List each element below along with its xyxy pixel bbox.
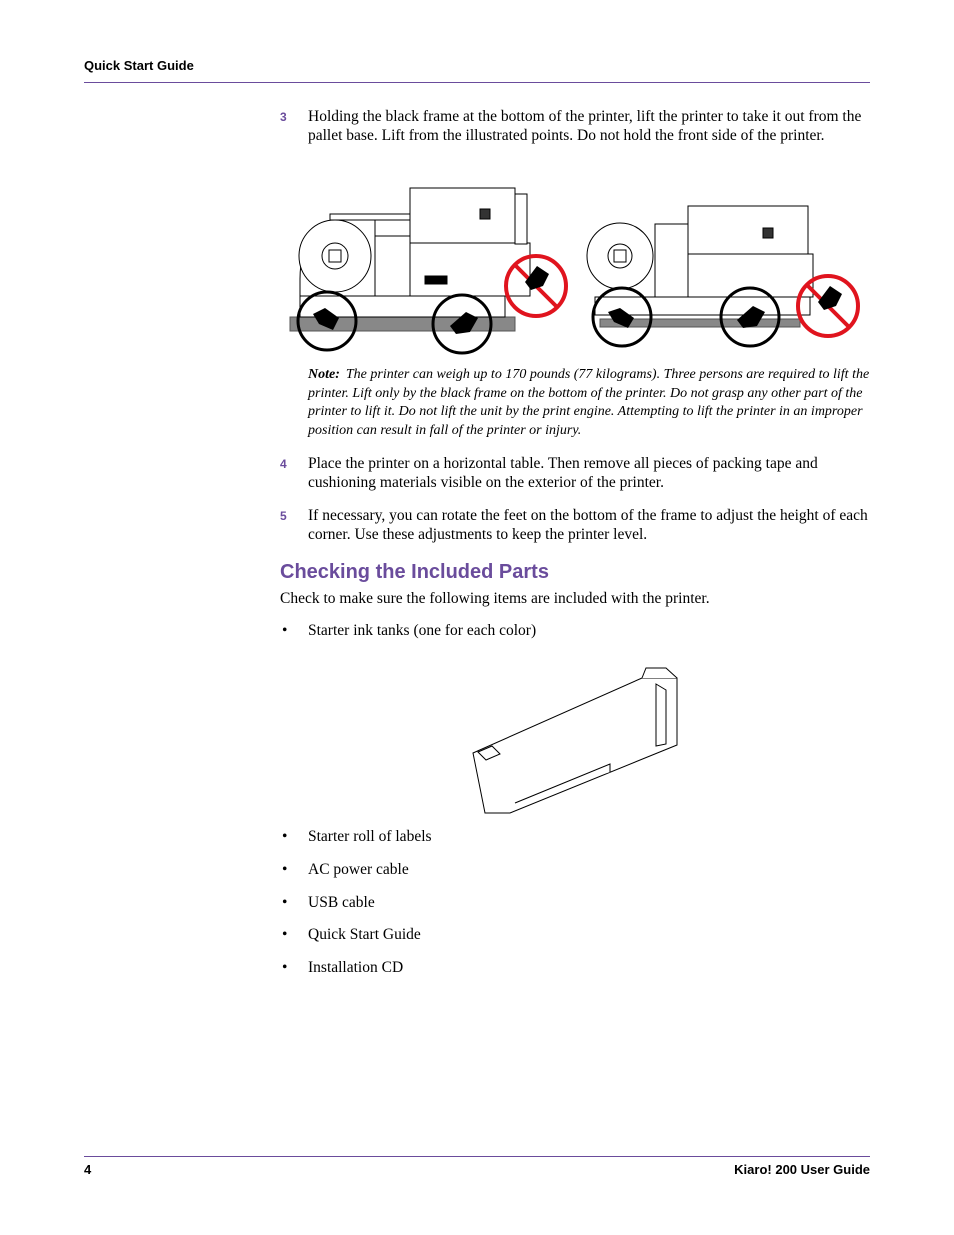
lift-printer-illustration	[285, 184, 870, 356]
note-text: The printer can weigh up to 170 pounds (77 kilograms). Three persons are required to lift the printer. Lift only by the black frame on the bottom of the printer. Do not grasp any other part of the printer to lift it. Do not lift the unit by the print engine. Attempting to lift the printer in an improper position can result in fall of the printer or injury.	[308, 367, 870, 438]
section-intro: Check to make sure the following items are included with the printer.	[280, 590, 710, 607]
ink-tank-illustration	[470, 664, 682, 816]
step-text: Holding the black frame at the bottom of the printer, lift the printer to take it out from the pallet base. Lift from the illustrated points. Do not hold the front side of the printer.	[308, 108, 862, 144]
footer-doc-title: Kiaro! 200 User Guide	[734, 1162, 870, 1177]
footer-rule	[84, 1156, 870, 1157]
list-item-text: Quick Start Guide	[308, 926, 421, 943]
list-item-text: Starter ink tanks (one for each color)	[308, 622, 537, 639]
list-item-text: AC power cable	[308, 861, 409, 878]
list-item-text: USB cable	[308, 894, 375, 911]
list-item-text: Installation CD	[308, 959, 404, 976]
step-5	[280, 506, 870, 546]
step-4	[280, 454, 870, 494]
warning-note	[308, 366, 870, 440]
bullet-mark: •	[282, 622, 288, 639]
step-number: 3	[280, 110, 287, 124]
bullet-mark: •	[282, 926, 288, 943]
step-number: 5	[280, 509, 287, 523]
note-label: Note:	[308, 367, 340, 382]
step-text: Place the printer on a horizontal table. Then remove all pieces of packing tape and cushioning materials visible on the exterior of the printer.	[308, 455, 818, 491]
step-3	[280, 107, 870, 167]
header-rule	[84, 82, 870, 83]
running-header: Quick Start Guide	[84, 58, 194, 73]
page-number: 4	[84, 1162, 92, 1177]
bullet-mark: •	[282, 894, 288, 911]
bullet-mark: •	[282, 861, 288, 878]
step-number: 4	[280, 457, 287, 471]
bullet-mark: •	[282, 828, 288, 845]
step-text: If necessary, you can rotate the feet on the bottom of the frame to adjust the height of each corner. Use these adjustments to keep the printer level.	[308, 507, 868, 543]
bullet-mark: •	[282, 959, 288, 976]
list-item-text: Starter roll of labels	[308, 828, 432, 845]
section-heading: Checking the Included Parts	[280, 561, 549, 583]
